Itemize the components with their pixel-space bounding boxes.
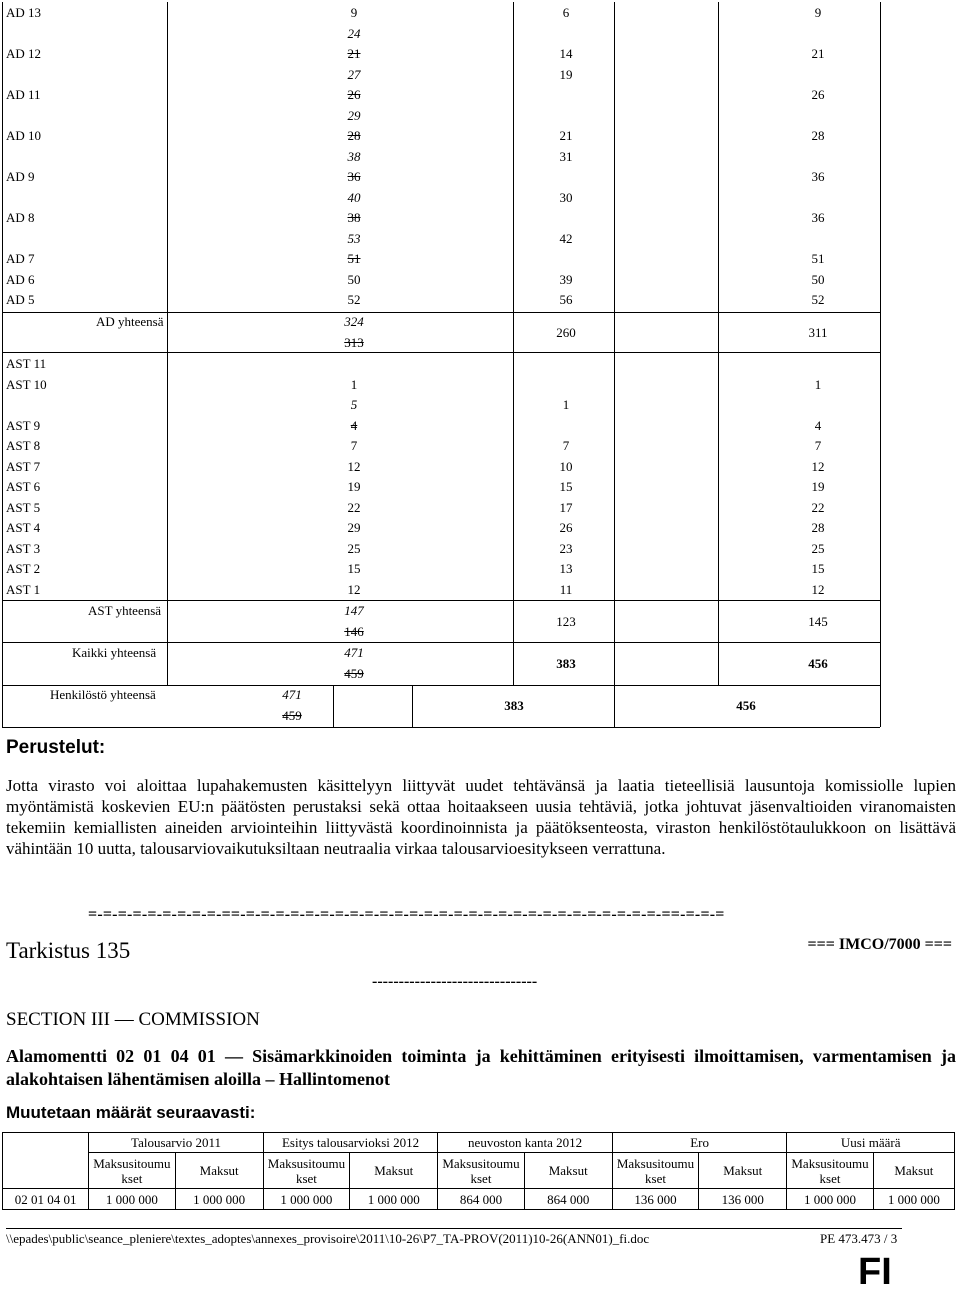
- ast-total-new: 147: [344, 603, 364, 618]
- row-label: AST 4: [6, 520, 41, 535]
- row-label: AD 8: [6, 210, 35, 225]
- col-divider-2: [513, 2, 514, 685]
- grand-total-rule-bottom: [2, 685, 880, 686]
- row-value: 26: [559, 520, 573, 535]
- row-value: 29: [347, 108, 361, 123]
- row-value: 21: [811, 46, 825, 61]
- ad-total-rule-bottom: [2, 352, 880, 353]
- staff-total-c3: 456: [736, 698, 756, 713]
- subheader-payments: Maksut: [873, 1153, 954, 1189]
- amount-cell: 1 000 000: [787, 1189, 873, 1210]
- staff-total-new: 471: [282, 687, 302, 702]
- row-value: 7: [814, 438, 822, 453]
- subheader-payments: Maksut: [524, 1153, 612, 1189]
- ad-total-label: AD yhteensä: [96, 314, 164, 329]
- row-value: 19: [811, 479, 825, 494]
- row-value: 19: [559, 67, 573, 82]
- grand-total-c3: 456: [808, 656, 828, 671]
- subheader-commitments: Maksusitoumu kset: [438, 1153, 524, 1189]
- row-value: 11: [559, 582, 573, 597]
- subheader-commitments: Maksusitoumu kset: [787, 1153, 873, 1189]
- row-label: AD 5: [6, 292, 35, 307]
- row-value: 1: [814, 377, 822, 392]
- ad-total-c2: 260: [556, 325, 576, 340]
- row-value: 36: [811, 210, 825, 225]
- subheader-commitments: Maksusitoumu kset: [89, 1153, 175, 1189]
- row-value: 22: [811, 500, 825, 515]
- row-label: AST 9: [6, 418, 41, 433]
- row-label: AD 12: [6, 46, 42, 61]
- row-value: 10: [559, 459, 573, 474]
- amount-cell: 1 000 000: [263, 1189, 349, 1210]
- ast-total-c3: 145: [808, 614, 828, 629]
- col-divider-1: [167, 2, 168, 685]
- row-value: 36: [347, 169, 361, 184]
- row-value: 28: [811, 128, 825, 143]
- row-value: 4: [350, 418, 358, 433]
- row-value: 51: [811, 251, 825, 266]
- row-value: 12: [811, 459, 825, 474]
- footer-page: PE 473.473 / 3: [820, 1231, 898, 1246]
- row-label: AST 10: [6, 377, 47, 392]
- row-label: AST 3: [6, 541, 41, 556]
- row-value: 1: [350, 377, 358, 392]
- row-value: 40: [347, 190, 361, 205]
- row-label: AD 11: [6, 87, 41, 102]
- table-left-border: [2, 2, 3, 727]
- subheader-commitments: Maksusitoumu kset: [612, 1153, 698, 1189]
- row-label: 02 01 04 01: [3, 1189, 89, 1210]
- row-value: 21: [559, 128, 573, 143]
- ast-total-rule-bottom: [2, 642, 880, 643]
- amount-cell: 1 000 000: [89, 1189, 175, 1210]
- row-value: 12: [347, 459, 361, 474]
- row-value: 36: [811, 169, 825, 184]
- row-value: 19: [347, 479, 361, 494]
- group-header: Esitys talousarvioksi 2012: [263, 1133, 438, 1153]
- row-value: 25: [811, 541, 825, 556]
- ast-total-old: 146: [344, 624, 364, 639]
- amount-cell: 136 000: [699, 1189, 787, 1210]
- row-value: 15: [811, 561, 825, 576]
- row-header-cell: [3, 1133, 89, 1189]
- row-value: 26: [347, 87, 361, 102]
- footer-rule: [6, 1228, 902, 1229]
- ad-total-rule-top: [2, 312, 880, 313]
- row-value: 5: [350, 397, 358, 412]
- col-divider-staff-a: [333, 685, 334, 727]
- amount-cell: 864 000: [524, 1189, 612, 1210]
- grand-total-c2: 383: [556, 656, 576, 671]
- row-value: 7: [350, 438, 358, 453]
- row-value: 12: [347, 582, 361, 597]
- row-label: AST 6: [6, 479, 41, 494]
- ast-total-c2: 123: [556, 614, 576, 629]
- row-label: AST 7: [6, 459, 41, 474]
- row-value: 15: [559, 479, 573, 494]
- ad-total-c3: 311: [808, 325, 828, 340]
- grand-total-old: 459: [344, 666, 364, 681]
- row-label: AST 5: [6, 500, 41, 515]
- subheader-payments: Maksut: [175, 1153, 263, 1189]
- table-bottom-border: [2, 727, 880, 728]
- staff-total-label: Henkilöstö yhteensä: [50, 687, 156, 702]
- row-value: 1: [562, 397, 570, 412]
- row-value: 9: [814, 5, 822, 20]
- row-value: 13: [559, 561, 573, 576]
- row-label: AD 6: [6, 272, 35, 287]
- row-value: 9: [350, 5, 358, 20]
- row-value: 17: [559, 500, 573, 515]
- grand-total-label: Kaikki yhteensä: [72, 645, 157, 660]
- row-value: 38: [347, 149, 361, 164]
- row-label: AD 9: [6, 169, 35, 184]
- row-value: 15: [347, 561, 361, 576]
- staff-total-old: 459: [282, 708, 302, 723]
- section-title: SECTION III — COMMISSION: [6, 1009, 260, 1030]
- row-value: 14: [559, 46, 573, 61]
- staff-total-c2: 383: [504, 698, 524, 713]
- dash-line: -------------------------------: [372, 973, 538, 990]
- ad-total-old: 313: [344, 335, 364, 350]
- ad-total-new: 324: [344, 314, 364, 329]
- row-value: 52: [811, 292, 825, 307]
- col-divider-staff-b: [412, 685, 413, 727]
- row-value: 4: [814, 418, 822, 433]
- row-label: AST 1: [6, 582, 41, 597]
- row-value: 7: [562, 438, 570, 453]
- ast-total-rule-top: [2, 600, 880, 601]
- row-value: 28: [347, 128, 361, 143]
- amount-cell: 1 000 000: [873, 1189, 954, 1210]
- row-value: 26: [811, 87, 825, 102]
- grand-total-new: 471: [344, 645, 364, 660]
- amount-cell: 136 000: [612, 1189, 698, 1210]
- group-header: Talousarvio 2011: [89, 1133, 264, 1153]
- justification-heading: Perustelut:: [6, 737, 106, 758]
- amendment-title: Tarkistus 135: [6, 938, 131, 963]
- col-divider-3: [614, 2, 615, 727]
- row-value: 25: [347, 541, 361, 556]
- group-header: neuvoston kanta 2012: [438, 1133, 613, 1153]
- row-value: 6: [562, 5, 570, 20]
- row-value: 30: [559, 190, 573, 205]
- ast-total-label: AST yhteensä: [88, 603, 162, 618]
- row-label: AST 11: [6, 356, 47, 371]
- amount-table: [2, 1132, 955, 1210]
- row-label: AD 10: [6, 128, 42, 143]
- group-header: Uusi määrä: [787, 1133, 955, 1153]
- row-label: AD 7: [6, 251, 35, 266]
- table-right-border: [880, 2, 881, 727]
- footer-path: \\epades\public\seance_pleniere\textes_adoptes\annexes_provisoire\2011\10-26\P7_TA-PROV(2011)10-26(ANN01)_fi.doc: [6, 1231, 650, 1246]
- row-value: 24: [347, 26, 361, 41]
- row-value: 51: [347, 251, 361, 266]
- row-value: 42: [559, 231, 573, 246]
- amend-heading: Muutetaan määrät seuraavasti:: [6, 1103, 256, 1122]
- row-value: 52: [347, 292, 361, 307]
- row-label: AST 2: [6, 561, 41, 576]
- row-value: 50: [811, 272, 825, 287]
- subheader-payments: Maksut: [699, 1153, 787, 1189]
- row-value: 56: [559, 292, 573, 307]
- row-value: 39: [559, 272, 573, 287]
- row-value: 50: [347, 272, 361, 287]
- row-value: 12: [811, 582, 825, 597]
- separator-line: =-=-=-=-=-=-=-=-=-==-=-=-=-=-=-=-=-=-=-=-=-=-=-=-=-=-=-=-=-=-=-=-=-=-=-=-=-=-==-=-=-=: [88, 906, 725, 923]
- item-title: [6, 1045, 956, 1091]
- row-label: AST 8: [6, 438, 41, 453]
- row-value: 31: [559, 149, 573, 164]
- row-value: 27: [347, 67, 361, 82]
- committee-code: === IMCO/7000 ===: [807, 936, 952, 953]
- row-value: 29: [347, 520, 361, 535]
- row-label: AD 13: [6, 5, 42, 20]
- row-value: 38: [347, 210, 361, 225]
- group-header: Ero: [612, 1133, 787, 1153]
- amount-cell: 864 000: [438, 1189, 524, 1210]
- justification-text: Jotta virasto voi aloittaa lupahakemusten käsittelyyn liittyvät uudet tehtävänsä ja laatia tieteellisiä lausuntoja komissiolle lupien myöntämistä koskevien EU:n päätösten perustaksi sekä ottaa hoitaakseen uusia tehtäviä, jotka johtuvat jäsenvaltioiden viranomaisten tekemiin kemiallisten aineiden arviointeihin liittyvästä koordinoinnista ja päätöksenteosta, viraston henkilöstötaulukkoon on lisättävä vähintään 10 uutta, talousarviovaikutuksiltaan neutraalia virkaa talousarvioesitykseen verrattuna.: [6, 776, 956, 858]
- row-value: 28: [811, 520, 825, 535]
- row-value: 22: [347, 500, 361, 515]
- row-value: 23: [559, 541, 573, 556]
- amount-cell: 1 000 000: [175, 1189, 263, 1210]
- row-value: 21: [347, 46, 361, 61]
- row-value: 53: [347, 231, 361, 246]
- language-code: FI: [858, 1251, 892, 1293]
- item-title-text: Alamomentti 02 01 04 01 — Sisämarkkinoiden toiminta ja kehittäminen erityisesti ilmoittamisen, varmentamisen ja alakohtaisen lähentämisen aloilla – Hallintomenot: [6, 1046, 956, 1089]
- amount-cell: 1 000 000: [350, 1189, 438, 1210]
- subheader-commitments: Maksusitoumu kset: [263, 1153, 349, 1189]
- subheader-payments: Maksut: [350, 1153, 438, 1189]
- col-divider-4: [718, 2, 719, 685]
